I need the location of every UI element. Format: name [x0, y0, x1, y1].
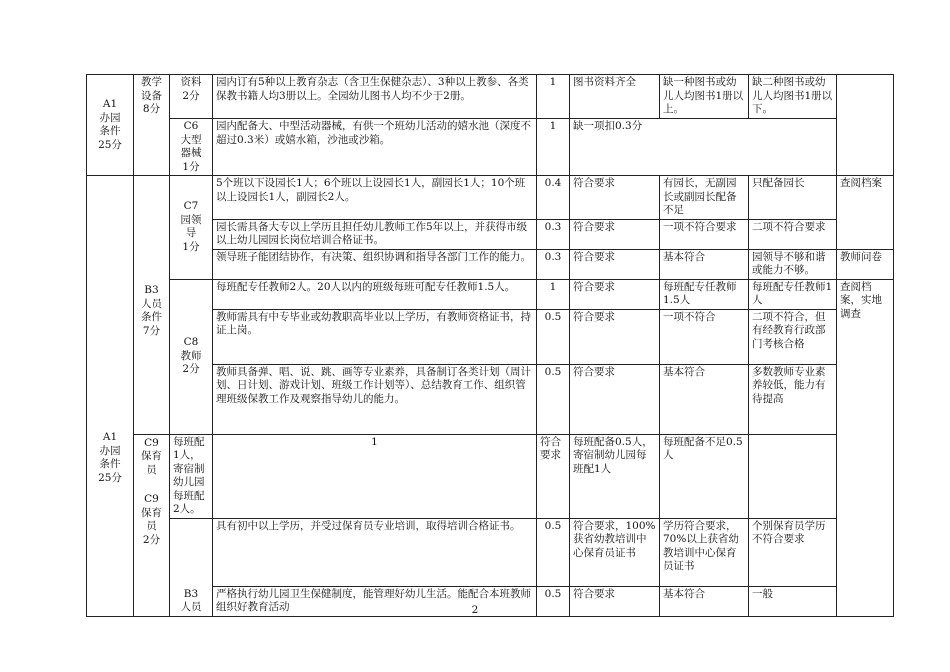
row-0-grade-c: 缺二种图书或幼儿人均图书1册以下。 — [749, 75, 837, 119]
row-5-grade-a: 符合要求 — [570, 279, 660, 309]
c-materials-label: 资料 2分 — [170, 75, 213, 119]
row-9-grade-b: 学历符合要求，70%以上获省幼教培训中心保育员证书 — [660, 518, 749, 586]
row-0-method — [837, 75, 894, 176]
row-10-grade-c: 一般 — [749, 586, 837, 616]
row-6-score: 0.5 — [537, 309, 570, 364]
row-0-content: 园内订有5种以上教育杂志（含卫生保健杂志）、3种以上教参、各类保教书籍人均3册以上。全园幼儿图书人均不少于2册。 — [213, 75, 537, 119]
row-0-grade-b: 缺一种图书或幼儿人均图书1册以上。 — [660, 75, 749, 119]
row-4-score: 0.3 — [537, 249, 570, 279]
row-6-grade-c: 二项不符合，但有经教育行政部门考核合格 — [749, 309, 837, 364]
a1-label-bottom: A1 办园 条件 25分 — [87, 176, 134, 617]
row-4-grade-a: 符合要求 — [570, 249, 660, 279]
row-7-score: 0.5 — [537, 364, 570, 434]
c6-label: C6 大型 器械 1分 — [170, 119, 213, 176]
row-2-grade-c: 只配备园长 — [749, 176, 837, 220]
row-3-score: 0.3 — [537, 219, 570, 249]
row-5-method: 查阅档案，实地调查 — [837, 279, 894, 616]
row-7-content: 教师具备弹、唱、说、跳、画等专业素养，具备制订各类计划（周计划、日计划、游戏计划、班级工作计划等）、总结教育工作、组织管理班级保教工作及观察指导幼儿的能力。 — [213, 364, 537, 434]
c7-label: C7 园领 导 1分 — [170, 176, 213, 280]
row-5-grade-c: 每班配专任教师1人 — [749, 279, 837, 309]
a1-label-top: A1 办园 条件 25分 — [87, 75, 134, 176]
row-0-grade-a: 图书资料齐全 — [570, 75, 660, 119]
b3-label-bottom: B3 人员 — [170, 518, 213, 616]
row-9-grade-c: 个别保育员学历不符合要求 — [749, 518, 837, 586]
row-3-grade-b: 一项不符合要求 — [660, 219, 749, 249]
row-10-score: 0.5 — [537, 586, 570, 616]
row-1-score: 1 — [537, 119, 570, 176]
c9-label-top: C9 保育 员 — [141, 436, 162, 476]
c9-label — [134, 434, 170, 616]
row-10-content: 严格执行幼儿园卫生保健制度，能管理好幼儿生活。能配合本班教师组织好教育活动 — [213, 586, 537, 616]
row-7-grade-a: 符合要求 — [570, 364, 660, 434]
row-4-content: 领导班子能团结协作，有决策、组织协调和指导各部门工作的能力。 — [213, 249, 537, 279]
row-8-grade-b: 每班配备0.5人，寄宿制幼儿园每班配1人 — [570, 434, 660, 518]
row-5-grade-b: 每班配专任教师1.5人 — [660, 279, 749, 309]
row-4-method: 教师问卷 — [837, 249, 894, 279]
row-9-score: 0.5 — [537, 518, 570, 586]
row-0-score: 1 — [537, 75, 570, 119]
b-equipment-label: 教学 设备 8分 — [134, 75, 170, 176]
row-7-grade-b: 基本符合 — [660, 364, 749, 434]
row-9-content: 具有初中以上学历，并受过保育员专业培训，取得培训合格证书。 — [213, 518, 537, 586]
row-2-score: 0.4 — [537, 176, 570, 220]
c8-label: C8 教师 2分 — [170, 279, 213, 434]
row-6-content: 教师需具有中专毕业或幼教职高毕业以上学历，有教师资格证书，持证上岗。 — [213, 309, 537, 364]
row-3-grade-a: 符合要求 — [570, 219, 660, 249]
b3-label: B3 人员 条件 7分 — [134, 176, 170, 435]
row-2-grade-b: 有园长，无副园长或副园长配备不足 — [660, 176, 749, 220]
row-1-content: 园内配备大、中型活动器械，有供一个班幼儿活动的嬉水池（深度不超过0.3米）或嬉水箱，沙池或沙箱。 — [213, 119, 537, 176]
row-8-score: 1 — [213, 434, 537, 518]
row-10-grade-b: 基本符合 — [660, 586, 749, 616]
row-3-content: 园长需具备大专以上学历且担任幼儿教师工作5年以上，并获得市级以上幼儿园园长岗位培训合格证书。 — [213, 219, 537, 249]
row-2-content: 5个班以下设园长1人；6个班以上设园长1人，副园长1人；10个班以上设园长1人，副园长2人。 — [213, 176, 537, 220]
row-8-grade-c: 每班配备不足0.5人 — [660, 434, 749, 518]
row-4-grade-c: 园领导不够和谐或能力不够。 — [749, 249, 837, 279]
row-9-grade-a: 符合要求，100%获省幼教培训中心保育员证书 — [570, 518, 660, 586]
row-5-score: 1 — [537, 279, 570, 309]
row-4-grade-b: 基本符合 — [660, 249, 749, 279]
row-3-grade-c: 二项不符合要求 — [749, 219, 837, 249]
row-5-content: 每班配专任教师2人。20人以内的班级每班可配专任教师1.5人。 — [213, 279, 537, 309]
row-2-grade-a: 符合要求 — [570, 176, 660, 220]
row-2-method: 查阅档案 — [837, 176, 894, 250]
row-1-grade-merged: 缺一项扣0.3分 — [570, 119, 837, 176]
evaluation-table — [86, 74, 894, 617]
row-10-grade-a: 符合要求 — [570, 586, 660, 616]
row-8-content: 每班配1人，寄宿制幼儿园每班配2人。 — [170, 434, 213, 518]
row-6-grade-a: 符合要求 — [570, 309, 660, 364]
row-8-grade-a: 符合要求 — [537, 434, 570, 518]
page-number: 2 — [471, 604, 479, 616]
row-7-grade-c: 多数教师专业素养较低，能力有待提高 — [749, 364, 837, 434]
row-6-grade-b: 一项不符合 — [660, 309, 749, 364]
c9-label-middle: C9 保育 员 2分 — [141, 493, 162, 546]
